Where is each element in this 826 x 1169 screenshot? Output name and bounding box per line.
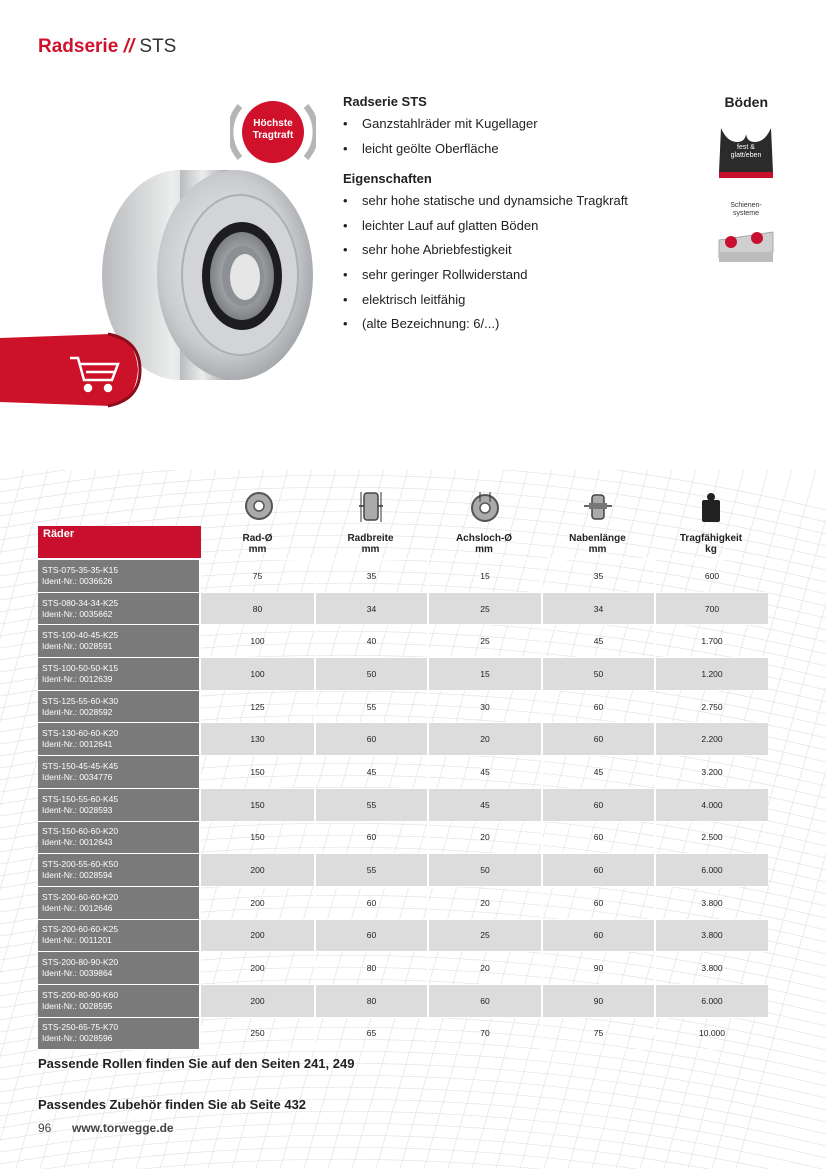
axle-hole-cell: 20 xyxy=(427,887,541,920)
shop-ribbon[interactable] xyxy=(0,330,150,410)
hub-length-cell: 90 xyxy=(541,952,654,985)
product-code: STS-200-60-60-K20 xyxy=(42,891,119,902)
ident-number: Ident-Nr.: 0012646 xyxy=(42,902,113,913)
hub-length-cell: 60 xyxy=(541,822,654,855)
ident-number: Ident-Nr.: 0028592 xyxy=(42,706,113,717)
ident-number: Ident-Nr.: 0028591 xyxy=(42,641,113,652)
property-item: • sehr geringer Rollwiderstand xyxy=(343,267,703,292)
hub-length-cell: 60 xyxy=(541,854,654,887)
product-code: STS-100-50-50-K15 xyxy=(42,662,119,673)
product-image-area xyxy=(0,90,330,430)
feature-list-2 xyxy=(343,193,703,341)
page-title xyxy=(38,36,176,58)
ident-number: Ident-Nr.: 0012643 xyxy=(42,837,113,848)
ident-number: Ident-Nr.: 0028595 xyxy=(42,1000,113,1011)
ident-number: Ident-Nr.: 0039864 xyxy=(42,968,113,979)
row-product-cell[interactable] xyxy=(38,625,201,658)
width-cell: 60 xyxy=(314,723,427,756)
hub-length-cell: 50 xyxy=(541,658,654,691)
diameter-cell: 200 xyxy=(201,985,314,1018)
floor-types xyxy=(700,94,790,217)
product-code: STS-150-60-60-K20 xyxy=(42,826,119,837)
capacity-cell: 1.200 xyxy=(654,658,768,691)
diameter-cell: 130 xyxy=(201,723,314,756)
product-code: STS-250-65-75-K70 xyxy=(42,1022,119,1033)
ident-number: Ident-Nr.: 0012639 xyxy=(42,673,113,684)
solid-floor-label xyxy=(717,144,775,160)
property-item: • leichter Lauf auf glatten Böden xyxy=(343,218,703,243)
capacity-cell: 600 xyxy=(654,560,768,593)
rail-label-2: systeme xyxy=(732,210,760,217)
product-code: STS-200-80-90-K60 xyxy=(42,989,119,1000)
table-row xyxy=(38,920,768,953)
product-code: STS-080-34-34-K25 xyxy=(42,597,119,608)
ident-number: Ident-Nr.: 0028593 xyxy=(42,804,113,815)
ident-number: Ident-Nr.: 0011201 xyxy=(42,935,112,946)
diameter-cell: 150 xyxy=(201,789,314,822)
ident-number: Ident-Nr.: 0035662 xyxy=(42,608,113,619)
solid-floor-label-2: glatt/eben xyxy=(730,152,762,159)
axle-hole-cell: 25 xyxy=(427,593,541,626)
header-capacity xyxy=(654,526,768,560)
col-label: Achsloch-Ø xyxy=(455,533,513,544)
diameter-cell: 100 xyxy=(201,658,314,691)
width-cell: 60 xyxy=(314,887,427,920)
table-row xyxy=(38,985,768,1018)
table-row xyxy=(38,887,768,920)
capacity-cell: 2.500 xyxy=(654,822,768,855)
col-label: Rad-Ø xyxy=(242,533,273,544)
table-row xyxy=(38,756,768,789)
axle-hole-cell: 25 xyxy=(427,920,541,953)
product-code: STS-200-55-60-K50 xyxy=(42,859,119,870)
axle-hole-cell: 45 xyxy=(427,756,541,789)
row-product-cell[interactable] xyxy=(38,985,201,1018)
width-cell: 55 xyxy=(314,789,427,822)
axle-hole-cell: 60 xyxy=(427,985,541,1018)
axle-hole-cell: 20 xyxy=(427,952,541,985)
ident-number: Ident-Nr.: 0028596 xyxy=(42,1033,113,1044)
header-diameter xyxy=(201,526,314,560)
col-label: Nabenlänge xyxy=(569,533,626,544)
row-product-cell[interactable] xyxy=(38,822,201,855)
website-link[interactable]: www.torwegge.de xyxy=(72,1121,174,1135)
hub-length-cell: 60 xyxy=(541,920,654,953)
diameter-cell: 150 xyxy=(201,822,314,855)
badge-text xyxy=(245,118,301,142)
product-code: STS-200-80-90-K20 xyxy=(42,957,119,968)
product-code: STS-200-60-60-K25 xyxy=(42,924,119,935)
header-hub-length xyxy=(541,526,654,560)
floors-title: Böden xyxy=(724,94,768,110)
hub-length-cell: 75 xyxy=(541,1018,654,1051)
diameter-cell: 250 xyxy=(201,1018,314,1051)
header-wheels: Räder xyxy=(38,526,201,560)
mesh-line xyxy=(0,1135,826,1169)
col-unit: mm xyxy=(248,544,267,555)
col-unit: mm xyxy=(475,544,493,555)
diameter-cell: 100 xyxy=(201,625,314,658)
axle-hole-icon xyxy=(465,490,505,526)
hub-length-cell: 90 xyxy=(541,985,654,1018)
width-cell: 34 xyxy=(314,593,427,626)
feature-list-1 xyxy=(343,116,703,165)
header-axle-hole xyxy=(427,526,541,560)
col-label: Radbreite xyxy=(347,533,394,544)
table-row xyxy=(38,691,768,724)
axle-hole-cell: 30 xyxy=(427,691,541,724)
diameter-cell: 200 xyxy=(201,887,314,920)
axle-hole-cell: 25 xyxy=(427,625,541,658)
table-row xyxy=(38,658,768,691)
width-cell: 55 xyxy=(314,854,427,887)
row-product-cell[interactable] xyxy=(38,560,201,593)
rail-system-icon xyxy=(717,218,775,276)
hub-length-cell: 60 xyxy=(541,723,654,756)
capacity-cell: 3.200 xyxy=(654,756,768,789)
col-unit: mm xyxy=(588,544,607,555)
row-product-cell[interactable] xyxy=(38,723,201,756)
rail-label xyxy=(717,202,775,218)
table-row xyxy=(38,1018,768,1051)
hub-length-icon xyxy=(578,490,618,526)
axle-hole-cell: 20 xyxy=(427,723,541,756)
wheel-diameter-icon xyxy=(239,490,279,526)
table-row xyxy=(38,822,768,855)
table-row xyxy=(38,952,768,985)
hub-length-cell: 60 xyxy=(541,789,654,822)
property-item: • (alte Bezeichnung: 6/...) xyxy=(343,316,703,341)
capacity-cell: 1.700 xyxy=(654,625,768,658)
ident-number: Ident-Nr.: 0034776 xyxy=(42,771,113,782)
hub-length-cell: 60 xyxy=(541,887,654,920)
ident-number: Ident-Nr.: 0012641 xyxy=(42,739,113,750)
badge-line2: Tragtraft xyxy=(252,130,294,141)
header-width xyxy=(314,526,427,560)
row-product-cell[interactable] xyxy=(38,854,201,887)
product-description xyxy=(343,94,703,341)
capacity-cell: 3.800 xyxy=(654,887,768,920)
diameter-cell: 200 xyxy=(201,920,314,953)
capacity-cell: 2.200 xyxy=(654,723,768,756)
width-cell: 80 xyxy=(314,952,427,985)
table-row xyxy=(38,593,768,626)
row-product-cell[interactable] xyxy=(38,789,201,822)
col-unit: mm xyxy=(361,544,380,555)
capacity-cell: 6.000 xyxy=(654,985,768,1018)
row-product-cell[interactable] xyxy=(38,658,201,691)
axle-hole-cell: 45 xyxy=(427,789,541,822)
diameter-cell: 75 xyxy=(201,560,314,593)
mesh-line xyxy=(0,1147,826,1169)
row-product-cell[interactable] xyxy=(38,756,201,789)
property-item: • elektrisch leitfähig xyxy=(343,292,703,317)
properties-heading: Eigenschaften xyxy=(343,171,432,187)
diameter-cell: 200 xyxy=(201,854,314,887)
width-cell: 40 xyxy=(314,625,427,658)
product-code: STS-150-55-60-K45 xyxy=(42,793,119,804)
feature-item: • Ganzstahlräder mit Kugellager xyxy=(343,116,703,141)
ident-number: Ident-Nr.: 0028594 xyxy=(42,870,113,881)
row-product-cell[interactable] xyxy=(38,920,201,953)
badge-line1: Höchste xyxy=(253,118,293,129)
axle-hole-cell: 15 xyxy=(427,658,541,691)
width-cell: 80 xyxy=(314,985,427,1018)
product-code: STS-100-40-45-K25 xyxy=(42,630,119,641)
axle-hole-cell: 15 xyxy=(427,560,541,593)
solid-floor-label-1: fest & xyxy=(737,144,755,151)
mesh-line xyxy=(0,470,24,1169)
table-row xyxy=(38,625,768,658)
hub-length-cell: 45 xyxy=(541,625,654,658)
product-code: STS-130-60-60-K20 xyxy=(42,728,119,739)
axle-hole-cell: 20 xyxy=(427,822,541,855)
table-header-row xyxy=(38,526,768,560)
table-row xyxy=(38,560,768,593)
property-item: • sehr hohe statische und dynamsiche Tragkraft xyxy=(343,193,703,218)
ident-number: Ident-Nr.: 0036626 xyxy=(42,575,113,586)
capacity-cell: 6.000 xyxy=(654,854,768,887)
product-table-wrapper xyxy=(38,490,768,1050)
page-number: 96 xyxy=(38,1121,52,1135)
width-cell: 60 xyxy=(314,920,427,953)
table-body xyxy=(38,560,768,1050)
product-code: STS-075-35-35-K15 xyxy=(42,564,119,575)
width-cell: 60 xyxy=(314,822,427,855)
capacity-cell: 2.750 xyxy=(654,691,768,724)
title-model: STS xyxy=(139,36,177,57)
capacity-cell: 3.800 xyxy=(654,920,768,953)
diameter-cell: 200 xyxy=(201,952,314,985)
hub-length-cell: 34 xyxy=(541,593,654,626)
capacity-cell: 4.000 xyxy=(654,789,768,822)
row-product-cell[interactable] xyxy=(38,887,201,920)
product-code: STS-125-55-60-K30 xyxy=(42,695,119,706)
diameter-cell: 125 xyxy=(201,691,314,724)
table-row xyxy=(38,789,768,822)
row-product-cell[interactable] xyxy=(38,691,201,724)
row-product-cell[interactable] xyxy=(38,1018,201,1051)
description-heading: Radserie STS xyxy=(343,94,427,109)
wheel-width-icon xyxy=(351,490,391,526)
width-cell: 35 xyxy=(314,560,427,593)
hub-length-cell: 60 xyxy=(541,691,654,724)
width-cell: 65 xyxy=(314,1018,427,1051)
col-label: Tragfähigkeit xyxy=(679,533,743,544)
title-separator: // xyxy=(123,36,135,57)
accessories-note: Passendes Zubehör finden Sie ab Seite 432 xyxy=(38,1097,307,1112)
axle-hole-cell: 70 xyxy=(427,1018,541,1051)
width-cell: 50 xyxy=(314,658,427,691)
capacity-cell: 700 xyxy=(654,593,768,626)
row-product-cell[interactable] xyxy=(38,952,201,985)
hub-length-cell: 45 xyxy=(541,756,654,789)
diameter-cell: 150 xyxy=(201,756,314,789)
matching-castors-note: Passende Rollen finden Sie auf den Seiten 241, 249 xyxy=(38,1056,355,1071)
axle-hole-cell: 50 xyxy=(427,854,541,887)
product-table xyxy=(38,526,768,1050)
col-unit: kg xyxy=(705,544,717,555)
diameter-cell: 80 xyxy=(201,593,314,626)
row-product-cell[interactable] xyxy=(38,593,201,626)
column-icons-row xyxy=(38,490,768,526)
width-cell: 45 xyxy=(314,756,427,789)
hub-length-cell: 35 xyxy=(541,560,654,593)
weight-icon xyxy=(691,490,731,526)
table-row xyxy=(38,723,768,756)
property-item: • sehr hohe Abriebfestigkeit xyxy=(343,242,703,267)
rail-label-1: Schienen- xyxy=(730,202,762,209)
feature-item: • leicht geölte Oberfläche xyxy=(343,141,703,166)
capacity-cell: 10.000 xyxy=(654,1018,768,1051)
product-code: STS-150-45-45-K45 xyxy=(42,760,119,771)
title-series: Radserie xyxy=(38,36,119,57)
width-cell: 55 xyxy=(314,691,427,724)
table-row xyxy=(38,854,768,887)
capacity-cell: 3.800 xyxy=(654,952,768,985)
